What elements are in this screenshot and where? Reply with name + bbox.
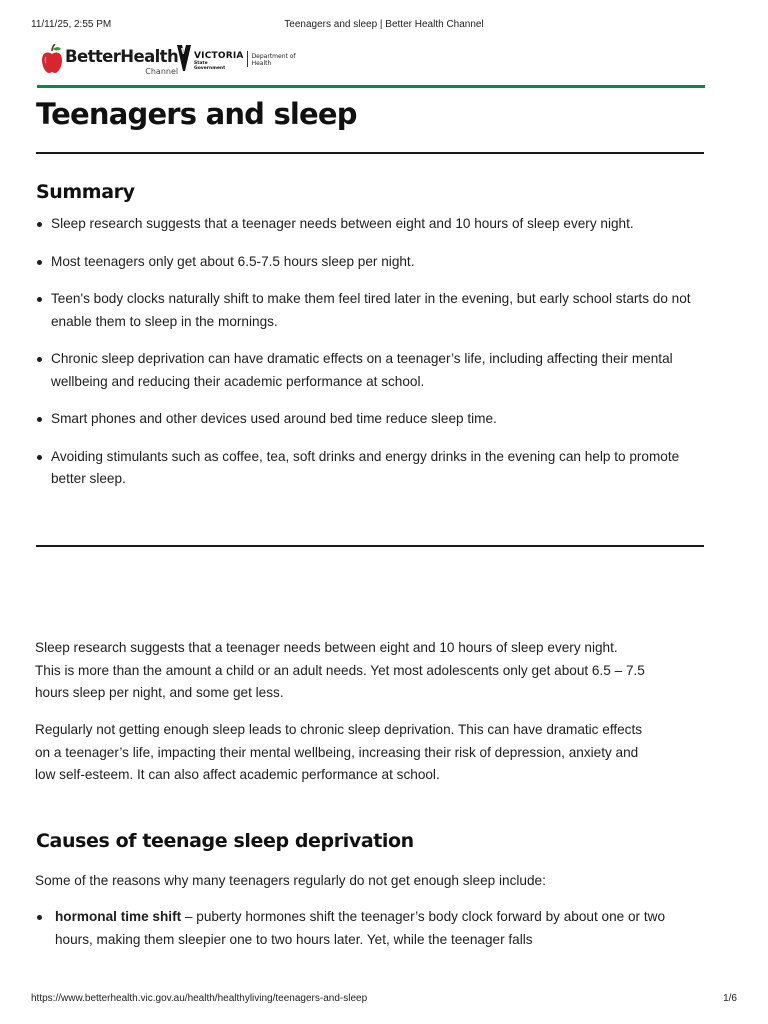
- summary-list: [36, 213, 700, 506]
- bullet-icon: [37, 915, 42, 920]
- print-url: https://www.betterhealth.vic.gov.au/health/healthyliving/teenagers-and-sleep: [31, 993, 368, 1004]
- logo-subtext: Channel: [145, 66, 179, 76]
- divider-bottom: [36, 545, 704, 547]
- body-paragraph: Regularly not getting enough sleep leads to chronic sleep deprivation. This can have dramatic effects on a teenager’s life, impacting their mental wellbeing, increasing their risk of depression, anxiety and low self-esteem. It can also affect academic performance at school.: [35, 722, 643, 782]
- bullet-icon: [37, 357, 42, 362]
- list-item: [36, 348, 700, 393]
- causes-intro: Some of the reasons why many teenagers regularly do not get enough sleep include:: [35, 873, 546, 888]
- summary-item-text: Sleep research suggests that a teenager needs between eight and 10 hours of sleep every night.: [51, 216, 634, 231]
- summary-item-text: Smart phones and other devices used around bed time reduce sleep time.: [51, 411, 497, 426]
- list-item: [35, 906, 705, 951]
- causes-heading: Causes of teenage sleep deprivation: [36, 830, 414, 852]
- body-paragraph: Sleep research suggests that a teenager needs between eight and 10 hours of sleep every night. This is more than the amount a child or an adult needs. Yet most adolescents only get about 6.5 – 7.5 hours sleep per night, and some get less.: [35, 640, 645, 700]
- victoria-government-logo[interactable]: [177, 43, 312, 75]
- page-title: Teenagers and sleep: [36, 97, 357, 131]
- list-item: [36, 288, 700, 333]
- bullet-icon: [37, 455, 42, 460]
- divider-top: [36, 152, 704, 154]
- apple-icon: [41, 44, 63, 74]
- print-page-number: 1/6: [723, 993, 737, 1004]
- print-header: [0, 19, 768, 33]
- logo-divider: [247, 51, 248, 67]
- bullet-icon: [37, 222, 42, 227]
- department-label: Department of Health: [251, 53, 296, 68]
- cause-text: – puberty hormones shift the teenager’s body clock forward by about one or two hours, making them sleepier one to two hours later. Yet, while the teenager falls: [55, 909, 666, 947]
- state-government-label: State Government: [194, 61, 226, 71]
- logo-wordmark: BetterHealth: [65, 46, 179, 66]
- brand-header: [37, 40, 705, 88]
- summary-item-text: Avoiding stimulants such as coffee, tea, soft drinks and energy drinks in the evening can help to promote better sleep.: [51, 448, 680, 486]
- bullet-icon: [37, 297, 42, 302]
- summary-item-text: Teen's body clocks naturally shift to make them feel tired later in the evening, but early school starts do not enable them to sleep in the mornings.: [51, 291, 691, 329]
- summary-heading: Summary: [36, 181, 135, 203]
- better-health-logo[interactable]: [41, 43, 178, 75]
- print-footer: [0, 993, 768, 1007]
- print-datetime: 11/11/25, 2:55 PM: [31, 19, 112, 30]
- list-item: [36, 251, 700, 274]
- victoria-wordmark: VICTORIA: [194, 51, 244, 61]
- list-item: [36, 408, 700, 431]
- summary-item-text: Most teenagers only get about 6.5-7.5 hours sleep per night.: [51, 253, 415, 269]
- bullet-icon: [37, 417, 42, 422]
- victoria-v-emblem-icon: [177, 43, 191, 73]
- list-item: [36, 446, 700, 491]
- summary-item-text: Chronic sleep deprivation can have dramatic effects on a teenager’s life, including affecting their mental wellbeing and reducing their academic performance at school.: [51, 351, 673, 389]
- cause-term: hormonal time shift: [55, 909, 182, 924]
- causes-list: [35, 906, 705, 951]
- bullet-icon: [37, 260, 42, 265]
- list-item: [36, 213, 700, 236]
- print-page-title: Teenagers and sleep | Better Health Channel: [284, 19, 484, 30]
